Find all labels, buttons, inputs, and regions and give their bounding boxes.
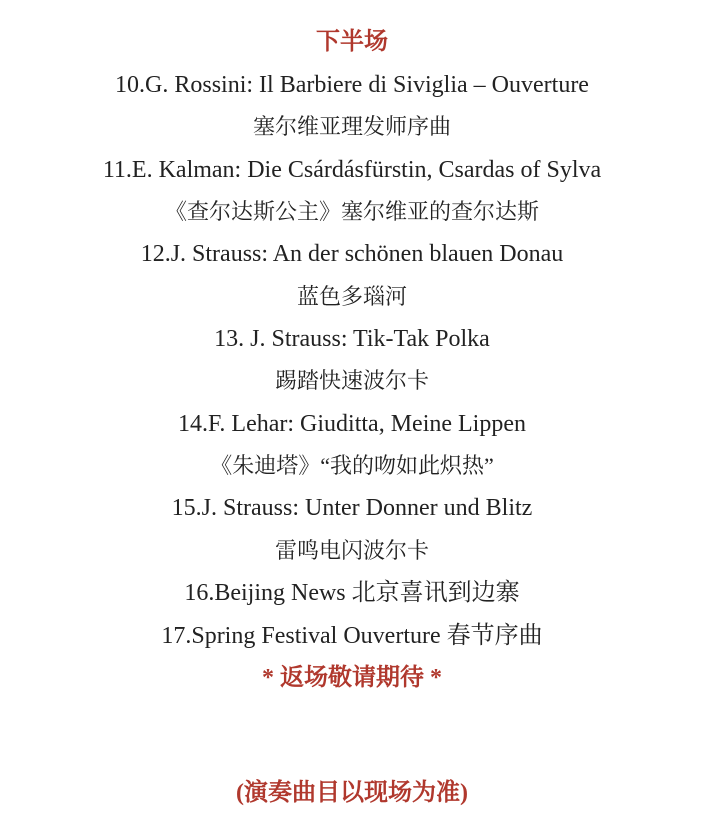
encore-note: * 返场敬请期待 * [262, 665, 442, 691]
footer-note: (演奏曲目以现场为准) [236, 780, 468, 806]
program-item-13-chinese-title: 踢踏快速波尔卡 [274, 368, 429, 393]
program-item-10-chinese-title: 塞尔维亚理发师序曲 [252, 114, 451, 139]
program-item-11-chinese-title: 《查尔达斯公主》塞尔维亚的查尔达斯 [164, 199, 539, 224]
program-item-17-title: 17.Spring Festival Ouverture 春节序曲 [161, 623, 543, 649]
program-item-15-chinese-title: 雷鸣电闪波尔卡 [274, 538, 429, 563]
program-item-14-title: 14.F. Lehar: Giuditta, Meine Lippen [178, 411, 526, 437]
program-item-11-title: 11.E. Kalman: Die Csárdásfürstin, Csardas of Sylva [102, 157, 602, 183]
program-item-12-title: 12.J. Strauss: An der schönen blauen Donau [140, 241, 564, 267]
section-title: 下半场 [316, 29, 388, 55]
program-item-10-title: 10.G. Rossini: Il Barbiere di Siviglia – Ouverture [115, 72, 589, 98]
program-item-16-title: 16.Beijing News 北京喜讯到边寨 [184, 580, 520, 606]
program-item-15-title: 15.J. Strauss: Unter Donner und Blitz [171, 495, 533, 521]
program-item-13-title: 13. J. Strauss: Tik-Tak Polka [214, 326, 490, 352]
program-item-14-chinese-title: 《朱迪塔》“我的吻如此炽热” [210, 453, 494, 478]
program-item-12-chinese-title: 蓝色多瑙河 [296, 284, 407, 309]
